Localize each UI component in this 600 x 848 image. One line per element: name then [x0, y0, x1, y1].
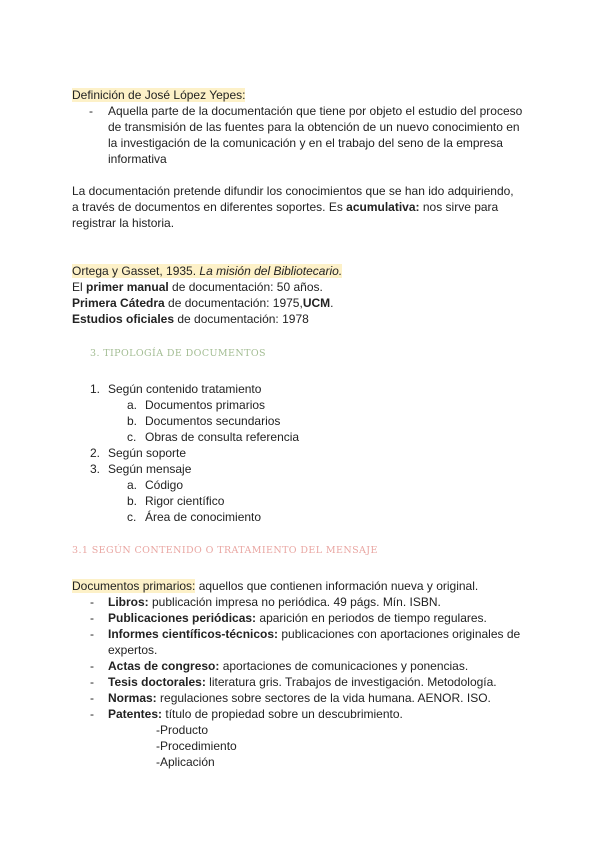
sublist-letter: c. [127, 430, 137, 444]
list-item: Normas: regulaciones sobre sectores de la vida humana. AENOR. ISO. [108, 691, 491, 705]
sublist-item: Obras de consulta referencia [145, 430, 300, 444]
emphasis: acumulativa: [346, 200, 420, 214]
sublist-letter: b. [127, 414, 138, 428]
list-item: Según soporte [108, 446, 187, 460]
paragraph-line: registrar la historia. [72, 216, 175, 230]
ortega-line: Ortega y Gasset, 1935. La misión del Bibliotecario. [72, 264, 343, 278]
definition-line: informativa [108, 152, 167, 166]
paragraph-line: a través de documentos en diferentes soportes. Es acumulativa: nos sirve para [72, 200, 499, 214]
patente-type: -Procedimiento [156, 739, 237, 753]
list-item: Publicaciones periódicas: aparición en periodos de tiempo regulares. [108, 611, 487, 625]
catedra-line: Primera Cátedra de documentación: 1975,UCM. [72, 296, 334, 310]
list-item: Libros: publicación impresa no periódica. 49 págs. Mín. ISBN. [108, 595, 441, 609]
list-number: 3. [90, 462, 101, 476]
sublist-item: Código [145, 478, 184, 492]
list-number: 2. [90, 446, 101, 460]
sublist-letter: a. [127, 398, 138, 412]
paragraph-line: La documentación pretende difundir los conocimientos que se han ido adquiriendo, [72, 184, 514, 198]
list-item: Informes científicos-técnicos: publicaciones con aportaciones originales de [108, 627, 521, 641]
subsection-heading: 3.1 SEGÚN CONTENIDO O TRATAMIENTO DEL MENSAJE [72, 545, 378, 556]
list-bullet: - [90, 659, 94, 673]
definition-title: Definición de José López Yepes: [72, 88, 246, 102]
definition-line: Aquella parte de la documentación que tiene por objeto el estudio del proceso [108, 104, 523, 118]
book-title: La misión del Bibliotecario. [199, 264, 343, 278]
list-bullet: - [89, 104, 93, 118]
list-item: Tesis doctorales: literatura gris. Trabajos de investigación. Metodología. [108, 675, 497, 689]
list-item: Según mensaje [108, 462, 192, 476]
section-heading: 3. TIPOLOGÍA DE DOCUMENTOS [90, 348, 266, 359]
sublist-item: Documentos secundarios [145, 414, 281, 428]
list-item: Patentes: título de propiedad sobre un descubrimiento. [108, 707, 403, 721]
definition-line: de transmisión de las fuentes para la obtención de un nuevo conocimiento en [108, 120, 520, 134]
list-bullet: - [90, 691, 94, 705]
patente-type: -Producto [156, 723, 209, 737]
estudios-line: Estudios oficiales de documentación: 1978 [72, 312, 309, 326]
patente-type: -Aplicación [156, 755, 215, 769]
list-bullet: - [90, 611, 94, 625]
list-bullet: - [90, 595, 94, 609]
list-item: Actas de congreso: aportaciones de comunicaciones y ponencias. [108, 659, 469, 673]
list-item-continuation: expertos. [108, 643, 158, 657]
list-item: Según contenido tratamiento [108, 382, 262, 396]
primarios-title-line: Documentos primarios: aquellos que contienen información nueva y original. [72, 579, 479, 593]
sublist-item: Documentos primarios [145, 398, 266, 412]
sublist-letter: a. [127, 478, 138, 492]
sublist-letter: c. [127, 510, 137, 524]
definition-line: la investigación de la comunicación y en el trabajo del seno de la empresa [108, 136, 503, 150]
list-bullet: - [90, 675, 94, 689]
list-bullet: - [90, 627, 94, 641]
sublist-item: Rigor científico [145, 494, 225, 508]
sublist-item: Área de conocimiento [145, 510, 262, 524]
sublist-letter: b. [127, 494, 138, 508]
list-bullet: - [90, 707, 94, 721]
list-number: 1. [90, 382, 101, 396]
manual-line: El primer manual de documentación: 50 años. [72, 280, 323, 294]
